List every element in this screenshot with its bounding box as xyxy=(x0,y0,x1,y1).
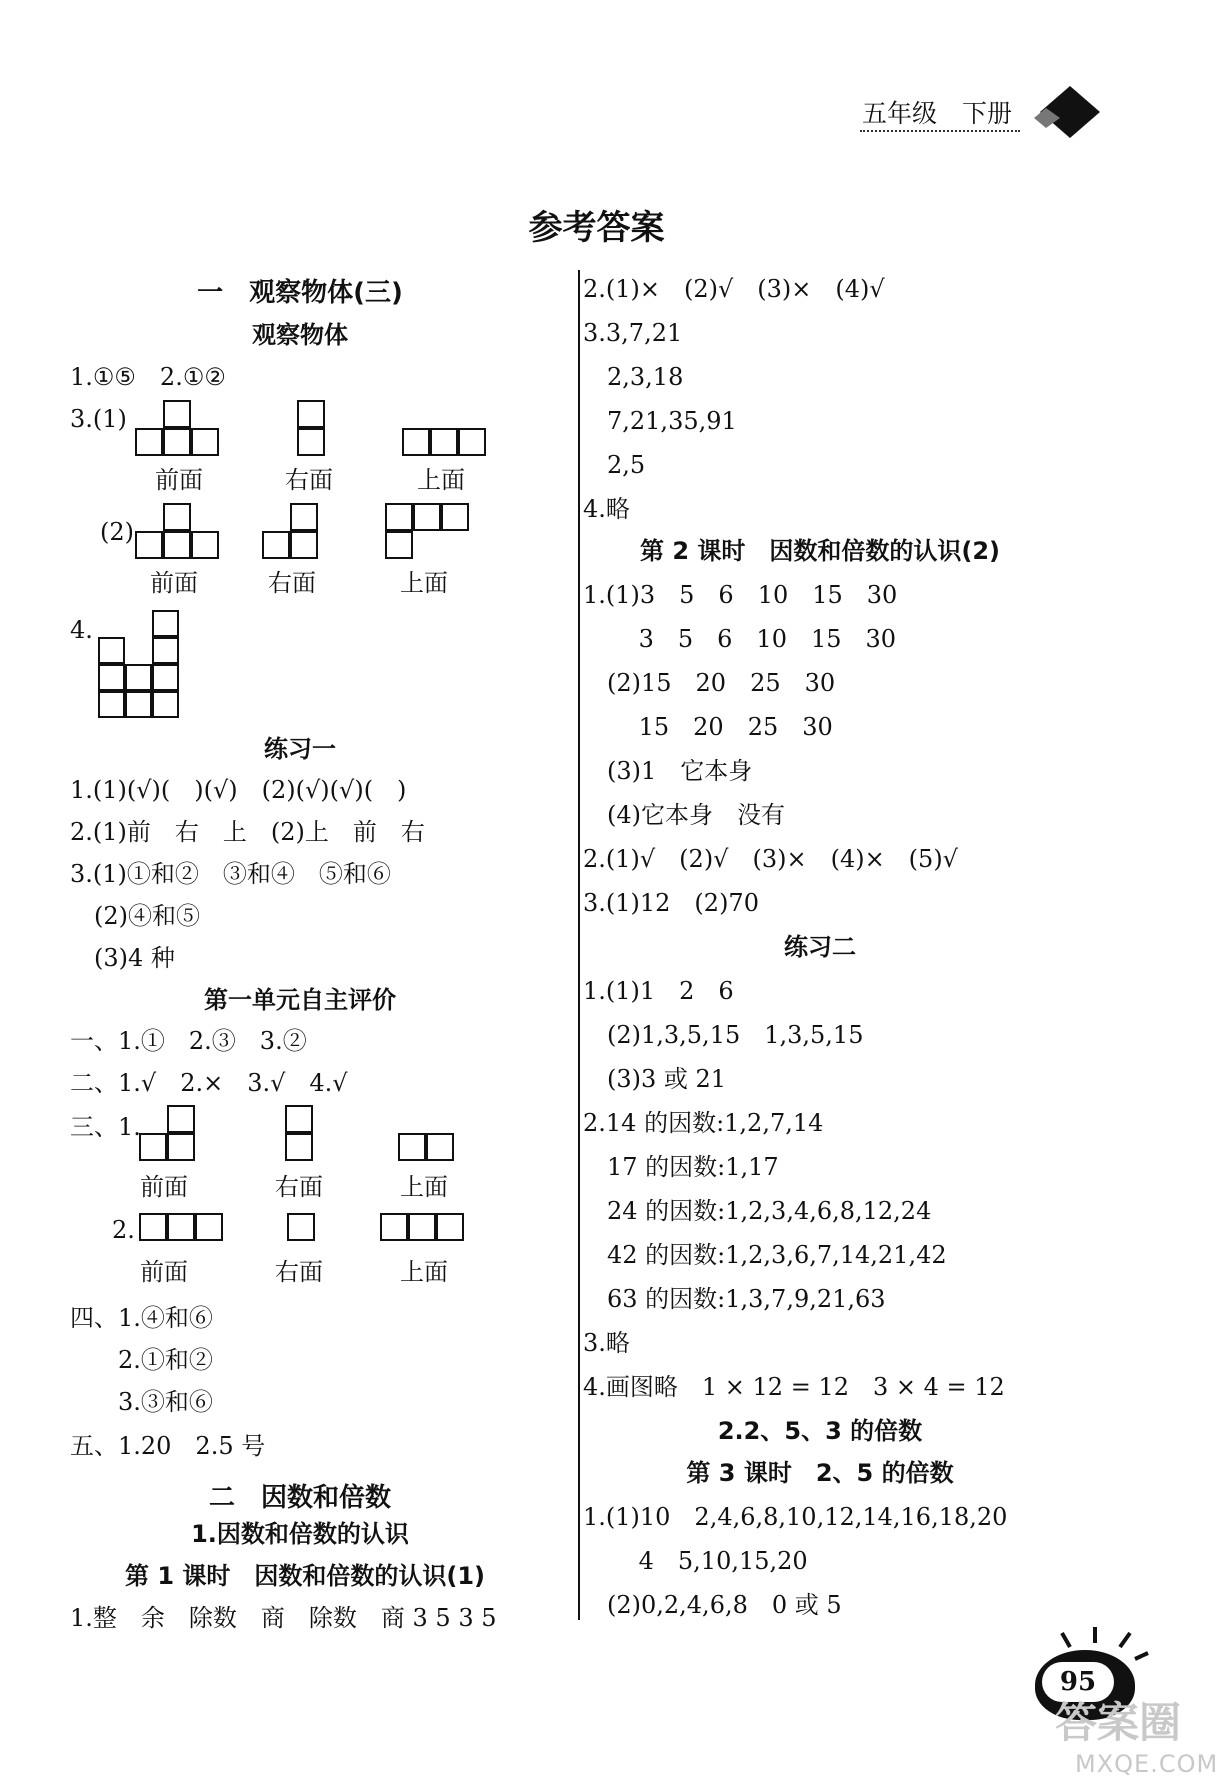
page-number: 95 xyxy=(1042,1662,1114,1702)
ex1-line: 3.(1)①和② ③和④ ⑤和⑥ xyxy=(70,860,391,888)
answer-line: 7,21,35,91 xyxy=(583,407,737,435)
answer-line: 4.画图略 1 × 12 = 12 3 × 4 = 12 xyxy=(583,1373,1005,1401)
view-front-1 xyxy=(135,400,219,456)
subsection-title: 1.因数和倍数的认识 xyxy=(191,1520,409,1548)
view-right-2 xyxy=(262,503,318,559)
answer-line: (2)1,3,5,15 1,3,5,15 xyxy=(583,1021,864,1049)
watermark-logo: 答案圈 xyxy=(1055,1698,1182,1747)
eval-view-right-2 xyxy=(287,1213,315,1241)
answer-line: 63 的因数:1,3,7,9,21,63 xyxy=(583,1285,886,1313)
answer-line: 1.(1)3 5 6 10 15 30 xyxy=(583,581,898,609)
label-front: 前面 xyxy=(150,569,198,597)
page-title: 参考答案 xyxy=(528,208,665,248)
watermark-url: MXQE.COM xyxy=(1075,1750,1218,1778)
answer-q3-1: 3.(1) xyxy=(70,405,127,433)
answer-line: 42 的因数:1,2,3,6,7,14,21,42 xyxy=(583,1241,947,1269)
answer-q4: 4. xyxy=(70,616,93,644)
answer-line: 1.(1)1 2 6 xyxy=(583,977,734,1005)
eval-line: 3.③和⑥ xyxy=(70,1388,213,1416)
label-right: 右面 xyxy=(275,1258,323,1286)
eval-view-top-1 xyxy=(398,1133,454,1161)
answer-line: 3 5 6 10 15 30 xyxy=(583,625,897,653)
section-observe: 观察物体 xyxy=(252,321,348,349)
label-right: 右面 xyxy=(275,1173,323,1201)
answer-q3-2: (2) xyxy=(100,518,134,546)
answer-line: 2.(1)√ (2)√ (3)× (4)× (5)√ xyxy=(583,845,958,873)
eval-view-right-1 xyxy=(285,1105,313,1161)
label-front: 前面 xyxy=(140,1258,188,1286)
label-top: 上面 xyxy=(400,569,448,597)
eval-line: 三、1. xyxy=(70,1113,141,1141)
ex1-line: (3)4 种 xyxy=(70,944,175,972)
lesson1-answer: 1.整 余 除数 商 除数 商 3 5 3 5 xyxy=(70,1604,497,1632)
answer-line: 2.(1)× (2)√ (3)× (4)√ xyxy=(583,275,885,303)
eval-line: 二、1.√ 2.× 3.√ 4.√ xyxy=(70,1069,348,1097)
eval-line: 一、1.① 2.③ 3.② xyxy=(70,1027,307,1055)
answer-q1: 1.①⑤ 2.①② xyxy=(70,363,226,391)
view-right-1 xyxy=(297,400,325,456)
answer-line: 24 的因数:1,2,3,4,6,8,12,24 xyxy=(583,1197,932,1225)
label-right: 右面 xyxy=(285,466,333,494)
view-top-1 xyxy=(402,428,486,456)
label-front: 前面 xyxy=(140,1173,188,1201)
answer-line: (3)1 它本身 xyxy=(583,757,753,785)
answer-line: (3)3 或 21 xyxy=(583,1065,727,1093)
answer-line: 17 的因数:1,17 xyxy=(583,1153,779,1181)
answer-line: 4 5,10,15,20 xyxy=(583,1547,808,1575)
ex1-line: 1.(1)(√)( )(√) (2)(√)(√)( ) xyxy=(70,776,407,804)
label-top: 上面 xyxy=(417,466,465,494)
lesson1-title: 第 1 课时 因数和倍数的认识(1) xyxy=(124,1562,486,1590)
answer-line: 2,3,18 xyxy=(583,363,684,391)
answer-line: 3.略 xyxy=(583,1329,630,1357)
answer-line: 1.(1)10 2,4,6,8,10,12,14,16,18,20 xyxy=(583,1503,1008,1531)
lesson3-title: 第 3 课时 2、5 的倍数 xyxy=(686,1459,954,1487)
unit1-heading: 一 观察物体(三) xyxy=(197,278,403,308)
label-top: 上面 xyxy=(400,1173,448,1201)
view-top-2 xyxy=(385,503,469,559)
evaluation-title: 第一单元自主评价 xyxy=(204,986,396,1014)
ex1-line: (2)④和⑤ xyxy=(70,902,200,930)
label-right: 右面 xyxy=(268,569,316,597)
column-divider xyxy=(578,270,580,1620)
eval-view-front-2 xyxy=(139,1213,223,1241)
exercise1-title: 练习一 xyxy=(264,735,336,763)
answer-line: 15 20 25 30 xyxy=(583,713,833,741)
eval-view-top-2 xyxy=(380,1213,464,1241)
ex1-line: 2.(1)前 右 上 (2)上 前 右 xyxy=(70,818,425,846)
view-front-2 xyxy=(135,503,219,559)
header-underline xyxy=(860,130,1020,132)
answer-line: 3.3,7,21 xyxy=(583,319,683,347)
diamond-ornament-icon xyxy=(1030,80,1110,140)
grade-label: 五年级 下册 xyxy=(862,99,1013,128)
answer-line: (4)它本身 没有 xyxy=(583,801,785,829)
answer-line: 2.14 的因数:1,2,7,14 xyxy=(583,1109,824,1137)
lesson2-title: 第 2 课时 因数和倍数的认识(2) xyxy=(639,537,1001,565)
view-q4 xyxy=(98,610,179,718)
answer-line: 3.(1)12 (2)70 xyxy=(583,889,759,917)
eval-line: 五、1.20 2.5 号 xyxy=(70,1432,266,1460)
exercise2-title: 练习二 xyxy=(784,933,856,961)
unit2-heading: 二 因数和倍数 xyxy=(208,1483,391,1513)
answer-line: (2)0,2,4,6,8 0 或 5 xyxy=(583,1591,842,1619)
label-front: 前面 xyxy=(155,466,203,494)
answer-line: 4.略 xyxy=(583,495,630,523)
subsection-title: 2.2、5、3 的倍数 xyxy=(717,1417,923,1445)
eval-line: 四、1.④和⑥ xyxy=(70,1304,213,1332)
label-top: 上面 xyxy=(400,1258,448,1286)
eval-view-front-1 xyxy=(139,1105,195,1161)
answer-line: (2)15 20 25 30 xyxy=(583,669,836,697)
eval-line: 2. xyxy=(112,1216,135,1244)
eval-line: 2.①和② xyxy=(70,1346,213,1374)
answer-line: 2,5 xyxy=(583,451,646,479)
